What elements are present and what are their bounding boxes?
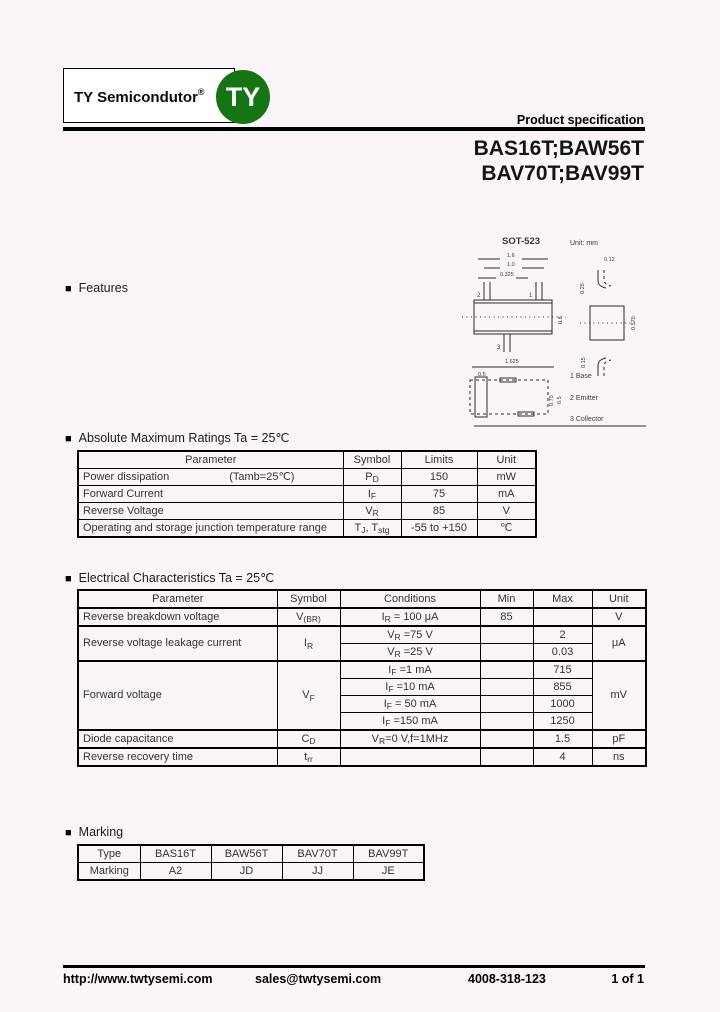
- dim-label: 0.12: [604, 257, 615, 263]
- table-row: [78, 730, 646, 748]
- cell-min: [480, 748, 533, 766]
- symbol-sub: D: [309, 736, 316, 746]
- dim-label: 1.0: [507, 262, 515, 268]
- cell-unit: mA: [477, 486, 536, 503]
- symbol-sub: rr: [307, 754, 313, 764]
- section-bullet-icon: ■: [65, 283, 72, 295]
- symbol-sub: J: [361, 525, 366, 535]
- cond-text: I: [381, 610, 385, 623]
- footer-email: sales@twtysemi.com: [255, 972, 382, 986]
- cell-min: [480, 679, 533, 696]
- section-absolute-max-ratings: [65, 430, 289, 445]
- cell-max: 2: [533, 626, 592, 644]
- cond-text: V: [371, 732, 379, 745]
- cell-symbol: [277, 626, 340, 661]
- col-header: Conditions: [340, 590, 480, 608]
- symbol-sub: D: [372, 474, 379, 484]
- symbol-sub: R: [372, 508, 379, 518]
- table-header-row: [78, 845, 424, 863]
- col-header: Limits: [401, 451, 477, 469]
- section-electrical-characteristics: [65, 570, 274, 585]
- dim-label: 0.325: [500, 272, 514, 278]
- cell-parameter: [78, 486, 343, 503]
- cell-unit: pF: [592, 730, 646, 748]
- cell-min: [480, 696, 533, 713]
- cond-sub: F: [388, 684, 394, 694]
- cell-min: 85: [480, 608, 533, 626]
- cell-min: [480, 730, 533, 748]
- part-number-line2: BAV70T;BAV99T: [481, 162, 644, 185]
- cell-parameter: [78, 469, 343, 486]
- param-text: Operating and storage junction temperature range: [83, 521, 327, 534]
- dim-label: 0.5: [478, 372, 486, 378]
- cond-text: I: [383, 697, 387, 710]
- cell-type: BAW56T: [211, 845, 282, 863]
- table-row: [78, 661, 646, 679]
- symbol-main: V: [365, 504, 373, 517]
- cell-min: [480, 713, 533, 731]
- cond-text: V: [387, 645, 395, 658]
- cell-unit: mV: [592, 661, 646, 730]
- table-header-row: [78, 451, 536, 469]
- cell-symbol: [343, 503, 401, 520]
- bottom-view-pad: [475, 377, 487, 417]
- col-header: Parameter: [78, 590, 277, 608]
- cond-text: =0 V,f=1MHz: [385, 732, 449, 745]
- table-row: [78, 626, 646, 644]
- table-header-row: [78, 590, 646, 608]
- cell-max: 855: [533, 679, 592, 696]
- cell-parameter: [78, 503, 343, 520]
- cell-min: [480, 644, 533, 662]
- footer-page-number: 1 of 1: [611, 972, 644, 986]
- cond-sub: R: [379, 736, 386, 746]
- cell-symbol: [343, 486, 401, 503]
- cell-unit: V: [477, 503, 536, 520]
- cell-marking: JJ: [282, 863, 353, 881]
- absolute-maximum-ratings-table: [77, 450, 537, 538]
- cell-conditions: [340, 696, 480, 713]
- footer-phone: 4008-318-123: [468, 972, 546, 986]
- cell-conditions: [340, 644, 480, 662]
- cell-conditions: [340, 713, 480, 731]
- dim-label: 0.15: [581, 357, 587, 368]
- package-diagram: [452, 228, 652, 430]
- footer-rule: [63, 965, 645, 968]
- cell-type: BAV99T: [353, 845, 424, 863]
- section-marking: [65, 825, 123, 839]
- col-header: Symbol: [343, 451, 401, 469]
- cond-text: V: [387, 628, 395, 641]
- cell-conditions: [340, 626, 480, 644]
- dim-label: 0.75: [549, 395, 555, 406]
- symbol-main: C: [301, 732, 310, 745]
- col-header: Min: [480, 590, 533, 608]
- cell-conditions: [340, 730, 480, 748]
- cell-limit: 75: [401, 486, 477, 503]
- cell-marking: A2: [140, 863, 211, 881]
- cell-parameter: Reverse recovery time: [78, 748, 277, 766]
- cell-type-label: Type: [78, 845, 140, 863]
- symbol-main: P: [365, 470, 373, 483]
- cell-unit: mW: [477, 469, 536, 486]
- symbol-sub: (BR): [303, 614, 321, 624]
- cell-parameter: Reverse breakdown voltage: [78, 608, 277, 626]
- param-text: Reverse Voltage: [83, 504, 164, 517]
- part-number-line1: BAS16T;BAW56T: [473, 137, 644, 160]
- table-row: [78, 608, 646, 626]
- cond-text: =1 mA: [396, 663, 432, 676]
- symbol-main: , T: [365, 521, 379, 534]
- section-bullet-icon: ■: [65, 433, 72, 445]
- cond-text: I: [385, 680, 389, 693]
- cell-max: 0.03: [533, 644, 592, 662]
- col-header: Unit: [592, 590, 646, 608]
- col-header: Unit: [477, 451, 536, 469]
- cell-parameter: Forward voltage: [78, 661, 277, 730]
- section-title: Absolute Maximum Ratings Ta = 25℃: [78, 431, 290, 445]
- section-title: Marking: [78, 825, 124, 839]
- cell-unit: ns: [592, 748, 646, 766]
- cell-conditions: [340, 608, 480, 626]
- cell-parameter: Reverse voltage leakage current: [78, 626, 277, 661]
- cell-marking: JE: [353, 863, 424, 881]
- cell-symbol: [277, 748, 340, 766]
- symbol-sub: F: [309, 692, 315, 703]
- cond-text: =25 V: [400, 645, 433, 658]
- pin-legend-base: 1 Base: [570, 373, 592, 380]
- cell-parameter: Diode capacitance: [78, 730, 277, 748]
- brand-text: TY Semicondutor: [74, 89, 198, 106]
- symbol-main: t: [304, 750, 308, 763]
- symbol-main: V: [302, 689, 310, 701]
- ty-logo-icon: TY: [216, 70, 270, 124]
- cell-unit: ℃: [477, 520, 536, 538]
- cell-unit: μA: [592, 626, 646, 661]
- registered-mark: ®: [197, 87, 205, 97]
- cond-text: =10 mA: [393, 680, 435, 693]
- symbol-main: T: [354, 521, 362, 534]
- cell-max: [533, 608, 592, 626]
- cell-marking: JD: [211, 863, 282, 881]
- cond-text: = 100 μA: [390, 610, 439, 623]
- col-header: Symbol: [277, 590, 340, 608]
- table-row: [78, 863, 424, 881]
- cell-conditions: [340, 661, 480, 679]
- cell-symbol: [343, 520, 401, 538]
- electrical-characteristics-table: [77, 589, 647, 767]
- brand-name: [74, 87, 205, 106]
- pin-legend-emitter: 2 Emitter: [570, 395, 599, 402]
- header-rule: [63, 127, 645, 131]
- cell-marking-label: Marking: [78, 863, 140, 881]
- cell-max: 4: [533, 748, 592, 766]
- cond-sub: R: [384, 614, 391, 624]
- cond-text: I: [382, 714, 386, 727]
- marking-table: [77, 844, 425, 881]
- footer-url: http://www.twtysemi.com: [63, 972, 213, 986]
- cond-text: =75 V: [400, 628, 433, 641]
- spec-label: Product specification: [516, 113, 644, 127]
- front-view-body: [474, 300, 552, 334]
- cond-text: = 50 mA: [391, 697, 437, 710]
- dim-label: 1.625: [505, 359, 519, 365]
- dim-label: 1.6: [507, 253, 515, 259]
- param-text: Forward Current: [83, 487, 164, 500]
- symbol-main: I: [367, 487, 371, 500]
- symbol-main: I: [303, 637, 307, 649]
- table-row: [78, 748, 646, 766]
- dim-label: 0.575: [631, 316, 637, 330]
- cell-parameter: [78, 520, 343, 538]
- section-bullet-icon: ■: [65, 573, 72, 585]
- symbol-sub: R: [306, 640, 314, 651]
- dim-label: 0.25: [580, 283, 586, 294]
- dim-label: 0.8: [558, 316, 564, 324]
- col-header: Parameter: [78, 451, 343, 469]
- symbol-main: V: [296, 610, 304, 623]
- cond-sub: F: [391, 667, 397, 677]
- section-features: [65, 281, 128, 295]
- cell-unit: V: [592, 608, 646, 626]
- pin-number-3: 3: [497, 345, 501, 351]
- table-row: [78, 486, 536, 503]
- cell-max: 1250: [533, 713, 592, 731]
- cell-symbol: [343, 469, 401, 486]
- cond-sub: F: [385, 718, 391, 728]
- bottom-view-body: [470, 380, 548, 414]
- cond-sub: F: [386, 701, 392, 711]
- symbol-sub: F: [370, 491, 377, 501]
- cell-type: BAS16T: [140, 845, 211, 863]
- table-row: [78, 469, 536, 486]
- symbol-sub: stg: [378, 525, 390, 535]
- cell-max: 1.5: [533, 730, 592, 748]
- cond-sub: R: [394, 649, 401, 659]
- section-title: Electrical Characteristics Ta = 25℃: [78, 571, 275, 585]
- cond-text: =150 mA: [390, 714, 438, 727]
- dim-label: 0.5: [557, 396, 563, 404]
- cell-symbol: [277, 730, 340, 748]
- table-row: [78, 503, 536, 520]
- cell-min: [480, 626, 533, 644]
- unit-label: Unit: mm: [570, 240, 598, 247]
- cell-limit: -55 to +150: [401, 520, 477, 538]
- pin-number-1: 1: [529, 293, 533, 299]
- section-bullet-icon: ■: [65, 827, 72, 839]
- cell-conditions: [340, 679, 480, 696]
- cell-conditions: [340, 748, 480, 766]
- col-header: Max: [533, 590, 592, 608]
- package-name-label: SOT-523: [502, 236, 541, 247]
- cell-limit: 150: [401, 469, 477, 486]
- cell-symbol: [277, 608, 340, 626]
- param-text: Power dissipation: [83, 470, 170, 483]
- cell-limit: 85: [401, 503, 477, 520]
- cell-max: 1000: [533, 696, 592, 713]
- cell-max: 715: [533, 661, 592, 679]
- pin-legend-collector: 3 Collector: [570, 416, 604, 423]
- cell-type: BAV70T: [282, 845, 353, 863]
- param-condition: (Tamb=25℃): [229, 470, 295, 483]
- cond-text: I: [388, 663, 392, 676]
- table-row: [78, 520, 536, 538]
- cell-min: [480, 661, 533, 679]
- cell-symbol: [277, 661, 340, 730]
- pin-number-2: 2: [477, 293, 481, 299]
- cond-sub: R: [394, 632, 401, 642]
- section-title: Features: [78, 281, 128, 295]
